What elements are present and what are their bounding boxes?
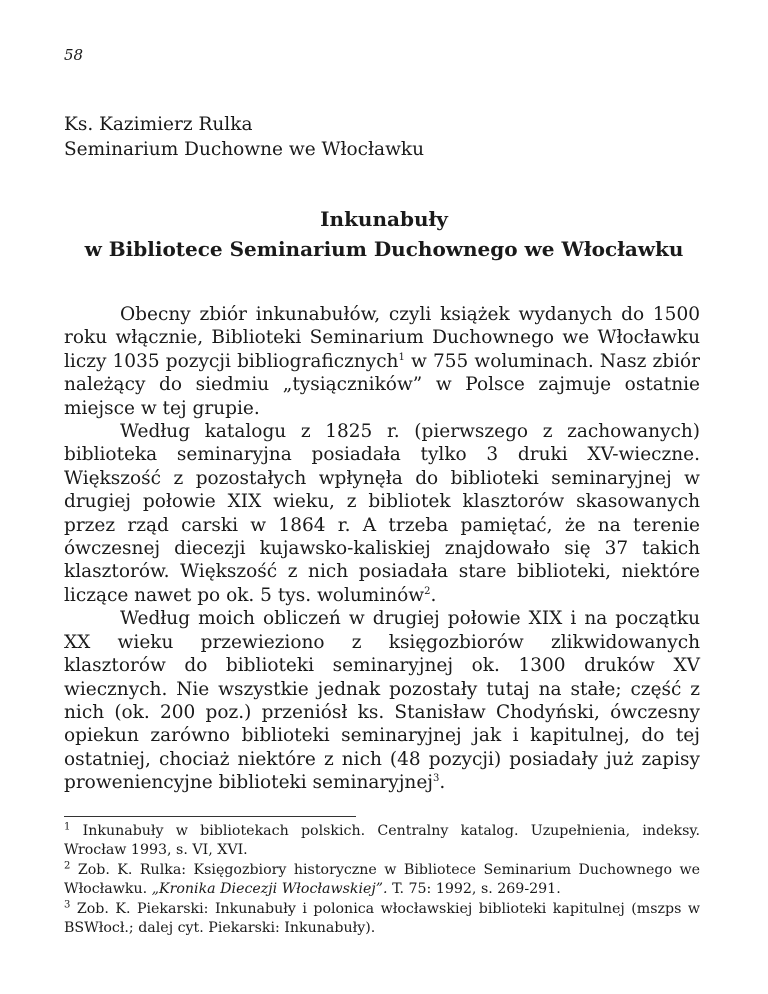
footnote-2-text-end: T. 75: 1992, s. 269-291. <box>387 881 561 897</box>
page-number: 58 <box>64 46 84 64</box>
footnote-divider <box>64 816 356 817</box>
paragraph-2-text-end: . <box>430 584 437 606</box>
paragraph-3-text-end: . <box>439 772 446 794</box>
article-body <box>64 303 700 795</box>
author-affiliation: Seminarium Duchowne we Włocławku <box>64 139 425 160</box>
footnote-1-marker: 1 <box>64 821 71 833</box>
paragraph-1 <box>64 303 700 420</box>
footnote-3-text: Zob. K. Piekarski: Inkunabuły i polonica włocławskiej biblioteki kapitulnej (mszps w BSWłocł.; dalej cyt. Piekarski: Inkunabuły). <box>64 901 700 936</box>
footnote-2-marker: 2 <box>64 860 71 872</box>
footnote-2-text: Zob. K. Rulka: Księgozbiory historyczne w Bibliotece Seminarium Duchownego we Włocławku. <box>64 862 700 897</box>
paragraph-2-text: Według katalogu z 1825 r. (pierwszego z zachowanych) biblioteka seminaryjna posiadała tylko 3 druki XV-wieczne. Większość z pozostałych wpłynęła do biblioteki seminaryjnej w drugiej połowie XIX wieku, z bibliotek klasztorów skasowanych przez rząd carski w 1864 r. A trzeba pamiętać, że na terenie ówczesnej diecezji kujawsko-kaliskiej znajdowało się 37 takich klasztorów. Większość z nich posiadała stare biblioteki, niektóre liczące nawet po ok. 5 tys. woluminów <box>64 421 700 606</box>
footnote-ref-2[interactable]: 2 <box>424 585 431 597</box>
author-name: Ks. Kazimierz Rulka <box>64 114 253 135</box>
paragraph-2 <box>64 420 700 607</box>
author-block <box>64 112 424 162</box>
article-title <box>0 204 768 264</box>
footnote-3-marker: 3 <box>64 899 71 911</box>
footnote-3 <box>64 900 700 938</box>
paragraph-3 <box>64 607 700 794</box>
footnote-2 <box>64 861 700 899</box>
paragraph-1-text: Obecny zbiór inkunabułów, czyli książek wydanych do 1500 roku włącznie, Biblioteki Seminarium Duchownego we Włocławku liczy 1035 pozycji bibliograficznych <box>64 304 700 372</box>
footnote-1-text: Inkunabuły w bibliotekach polskich. Centralny katalog. Uzupełnienia, indeksy. Wrocław 1993, s. VI, XVI. <box>64 823 701 858</box>
title-line-2: w Bibliotece Seminarium Duchownego we Włocławku <box>84 237 684 261</box>
footnote-ref-3[interactable]: 3 <box>433 772 440 784</box>
paragraph-3-text: Według moich obliczeń w drugiej połowie XIX i na początku XX wieku przewieziono z księgozbiorów zlikwidowanych klasztorów do biblioteki seminaryjnej ok. 1300 druków XV wiecznych. Nie wszystkie jednak pozostały tutaj na stałe; część z nich (ok. 200 poz.) przeniósł ks. Stanisław Chodyński, ówczesny opiekun zarówno biblioteki seminaryjnej jak i kapitulnej, do tej ostatniej, chociaż niektóre z nich (48 pozycji) posiadały już zapisy proweniencyjne biblioteki seminaryjnej <box>64 608 700 794</box>
footnotes <box>64 822 700 939</box>
footnote-ref-1[interactable]: 1 <box>398 351 405 363</box>
footnote-1 <box>64 822 700 860</box>
paragraph-1-text-end: w 755 woluminach. Nasz zbiór należący do siedmiu „tysiączników” w Polsce zajmuje ostatnie miejsce w tej grupie. <box>64 350 701 419</box>
footnote-2-journal: „Kronika Diecezji Włocławskiej”. <box>151 881 388 897</box>
title-line-1: Inkunabuły <box>320 207 448 231</box>
